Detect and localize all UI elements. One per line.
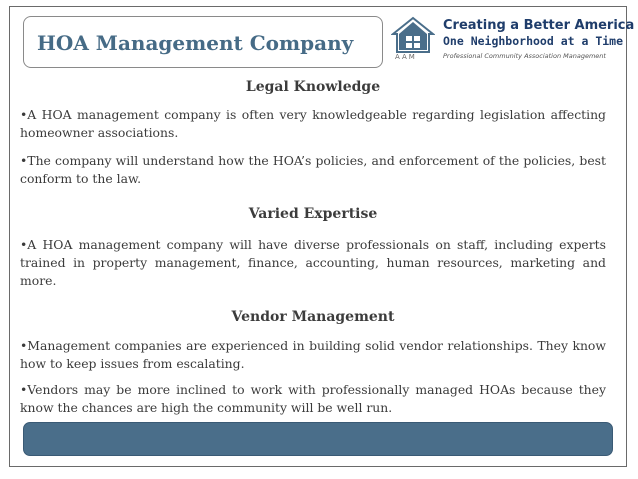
- section-title-legal-knowledge: Legal Knowledge: [245, 79, 381, 95]
- section-title-varied-expertise: Varied Expertise: [248, 206, 378, 222]
- logo-tagline-2: One Neighborhood at a Time: [443, 34, 624, 48]
- section-title-vendor-management: Vendor Management: [231, 309, 395, 325]
- logo-tagline-3: Professional Community Association Management: [443, 52, 606, 60]
- logo-acronym: AAM: [395, 53, 417, 61]
- bullet-vendor-1: •Management companies are experienced in building solid vendor relationships. They know how to keep issues from escalating.: [20, 338, 606, 371]
- aam-logo: [391, 16, 635, 68]
- page-title: HOA Management Company: [37, 31, 354, 55]
- logo-tagline-1: Creating a Better America: [443, 18, 635, 33]
- bullet-vendor-2: •Vendors may be more inclined to work with professionally managed HOAs because they know the chances are high the community will be well run.: [20, 382, 606, 415]
- bullet-expertise-1: •A HOA management company will have diverse professionals on staff, including experts trained in property management, finance, accounting, human resources, marketing and more.: [20, 237, 606, 288]
- footer-bar: [23, 422, 613, 456]
- bullet-legal-1: •A HOA management company is often very knowledgeable regarding legislation affecting homeowner associations.: [20, 107, 606, 140]
- title-box: [23, 16, 383, 68]
- bullet-legal-2: •The company will understand how the HOA’s policies, and enforcement of the policies, best conform to the law.: [20, 153, 606, 186]
